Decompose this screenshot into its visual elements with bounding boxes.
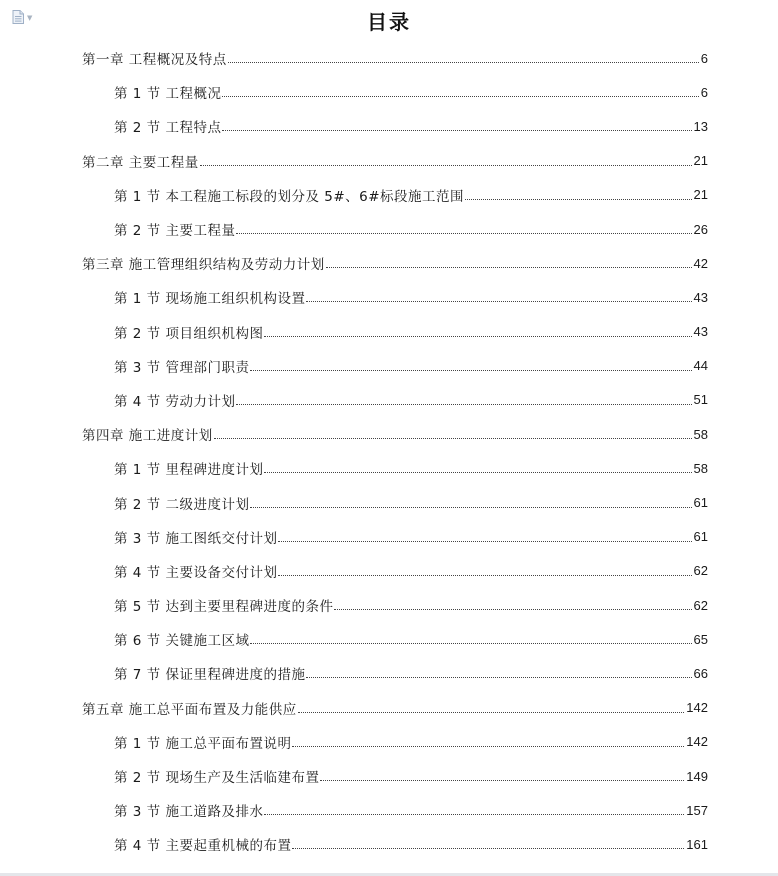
toc-dot-leader (278, 541, 691, 542)
toc-entry-label: 第三章 施工管理组织结构及劳动力计划 (82, 257, 325, 274)
toc-entry-label: 第 1 节 施工总平面布置说明 (114, 735, 292, 752)
toc-entry-page-number: 157 (686, 802, 708, 818)
toc-entry-page-number: 26 (693, 221, 708, 237)
toc-dot-leader (250, 507, 691, 508)
table-of-contents (82, 41, 708, 862)
toc-entry-page-number: 51 (693, 392, 708, 408)
toc-entry-label: 第 3 节 施工图纸交付计划 (114, 530, 278, 547)
toc-entry-page-number: 62 (693, 597, 708, 613)
toc-dot-leader (236, 404, 691, 405)
toc-entry-label: 第 2 节 二级进度计划 (114, 496, 250, 513)
toc-entry-page-number: 65 (693, 631, 708, 647)
toc-dot-leader (292, 746, 684, 747)
toc-entry-page-number: 43 (693, 289, 708, 305)
toc-section-entry[interactable] (82, 349, 708, 383)
toc-entry-page-number: 142 (686, 700, 708, 716)
toc-dot-leader (228, 62, 699, 63)
toc-section-entry[interactable] (82, 656, 708, 690)
toc-dot-leader (250, 643, 691, 644)
toc-dot-leader (264, 814, 684, 815)
toc-entry-page-number: 58 (693, 426, 708, 442)
page-title: 目录 (367, 10, 411, 34)
toc-entry-page-number: 142 (686, 734, 708, 750)
toc-entry-label: 第 2 节 现场生产及生活临建布置 (114, 770, 320, 787)
toc-entry-label: 第五章 施工总平面布置及力能供应 (82, 701, 297, 718)
toc-section-entry[interactable] (82, 827, 708, 861)
toc-dot-leader (334, 609, 691, 610)
toc-entry-page-number: 61 (693, 495, 708, 511)
toc-entry-label: 第一章 工程概况及特点 (82, 52, 227, 69)
toc-section-entry[interactable] (82, 383, 708, 417)
toc-dot-leader (306, 301, 691, 302)
toc-entry-label: 第四章 施工进度计划 (82, 428, 213, 445)
toc-entry-label: 第 1 节 本工程施工标段的划分及 5#、6#标段施工范围 (114, 188, 465, 205)
toc-section-entry[interactable] (82, 554, 708, 588)
toc-dot-leader (214, 438, 692, 439)
toc-dot-leader (326, 267, 692, 268)
toc-chapter-entry[interactable] (82, 144, 708, 178)
toc-entry-label: 第 7 节 保证里程碑进度的措施 (114, 667, 306, 684)
toc-entry-page-number: 66 (693, 665, 708, 681)
toc-chapter-entry[interactable] (82, 691, 708, 725)
toc-entry-page-number: 6 (700, 84, 708, 100)
toc-chapter-entry[interactable] (82, 41, 708, 75)
toc-chapter-entry[interactable] (82, 417, 708, 451)
toc-entry-label: 第 2 节 工程特点 (114, 120, 222, 137)
toc-entry-page-number: 62 (693, 563, 708, 579)
toc-section-entry[interactable] (82, 622, 708, 656)
toc-entry-page-number: 43 (693, 324, 708, 340)
toc-dot-leader (200, 165, 692, 166)
toc-section-entry[interactable] (82, 485, 708, 519)
toc-dot-leader (222, 96, 698, 97)
toc-dot-leader (264, 472, 691, 473)
toc-entry-page-number: 149 (686, 768, 708, 784)
toc-entry-label: 第 5 节 达到主要里程碑进度的条件 (114, 599, 334, 616)
toc-entry-label: 第 3 节 施工道路及排水 (114, 804, 264, 821)
toc-dot-leader (250, 370, 691, 371)
toc-dot-leader (236, 233, 691, 234)
chevron-down-icon[interactable]: ▼ (27, 13, 33, 22)
toc-entry-label: 第 4 节 主要起重机械的布置 (114, 838, 292, 855)
toc-entry-page-number: 21 (693, 153, 708, 169)
toc-entry-label: 第 3 节 管理部门职责 (114, 359, 250, 376)
toc-entry-label: 第 4 节 主要设备交付计划 (114, 564, 278, 581)
toc-entry-page-number: 44 (693, 358, 708, 374)
toc-entry-page-number: 21 (693, 187, 708, 203)
toc-chapter-entry[interactable] (82, 246, 708, 280)
toc-dot-leader (298, 712, 685, 713)
toc-dot-leader (465, 199, 691, 200)
toc-section-entry[interactable] (82, 178, 708, 212)
toc-entry-label: 第 2 节 项目组织机构图 (114, 325, 264, 342)
toc-entry-page-number: 61 (693, 529, 708, 545)
toc-section-entry[interactable] (82, 212, 708, 246)
toc-section-entry[interactable] (82, 793, 708, 827)
toc-section-entry[interactable] (82, 725, 708, 759)
toc-entry-page-number: 6 (700, 50, 708, 66)
toc-dot-leader (320, 780, 684, 781)
toc-entry-label: 第 2 节 主要工程量 (114, 223, 236, 240)
toc-dot-leader (292, 848, 684, 849)
toc-entry-label: 第二章 主要工程量 (82, 154, 199, 171)
toc-entry-label: 第 1 节 里程碑进度计划 (114, 462, 264, 479)
toc-section-entry[interactable] (82, 315, 708, 349)
toc-section-entry[interactable] (82, 759, 708, 793)
toc-section-entry[interactable] (82, 520, 708, 554)
toc-entry-label: 第 6 节 关键施工区域 (114, 633, 250, 650)
toc-entry-label: 第 1 节 现场施工组织机构设置 (114, 291, 306, 308)
toc-dot-leader (306, 677, 691, 678)
toc-entry-page-number: 58 (693, 460, 708, 476)
toc-section-entry[interactable] (82, 75, 708, 109)
toc-section-entry[interactable] (82, 109, 708, 143)
toc-dot-leader (222, 130, 691, 131)
toc-dot-leader (278, 575, 691, 576)
toc-entry-page-number: 13 (693, 118, 708, 134)
toc-section-entry[interactable] (82, 280, 708, 314)
toc-entry-page-number: 42 (693, 255, 708, 271)
toc-entry-label: 第 1 节 工程概况 (114, 86, 222, 103)
toc-entry-page-number: 161 (686, 836, 708, 852)
toc-entry-label: 第 4 节 劳动力计划 (114, 393, 236, 410)
toc-section-entry[interactable] (82, 588, 708, 622)
toc-dot-leader (264, 336, 691, 337)
toc-section-entry[interactable] (82, 451, 708, 485)
